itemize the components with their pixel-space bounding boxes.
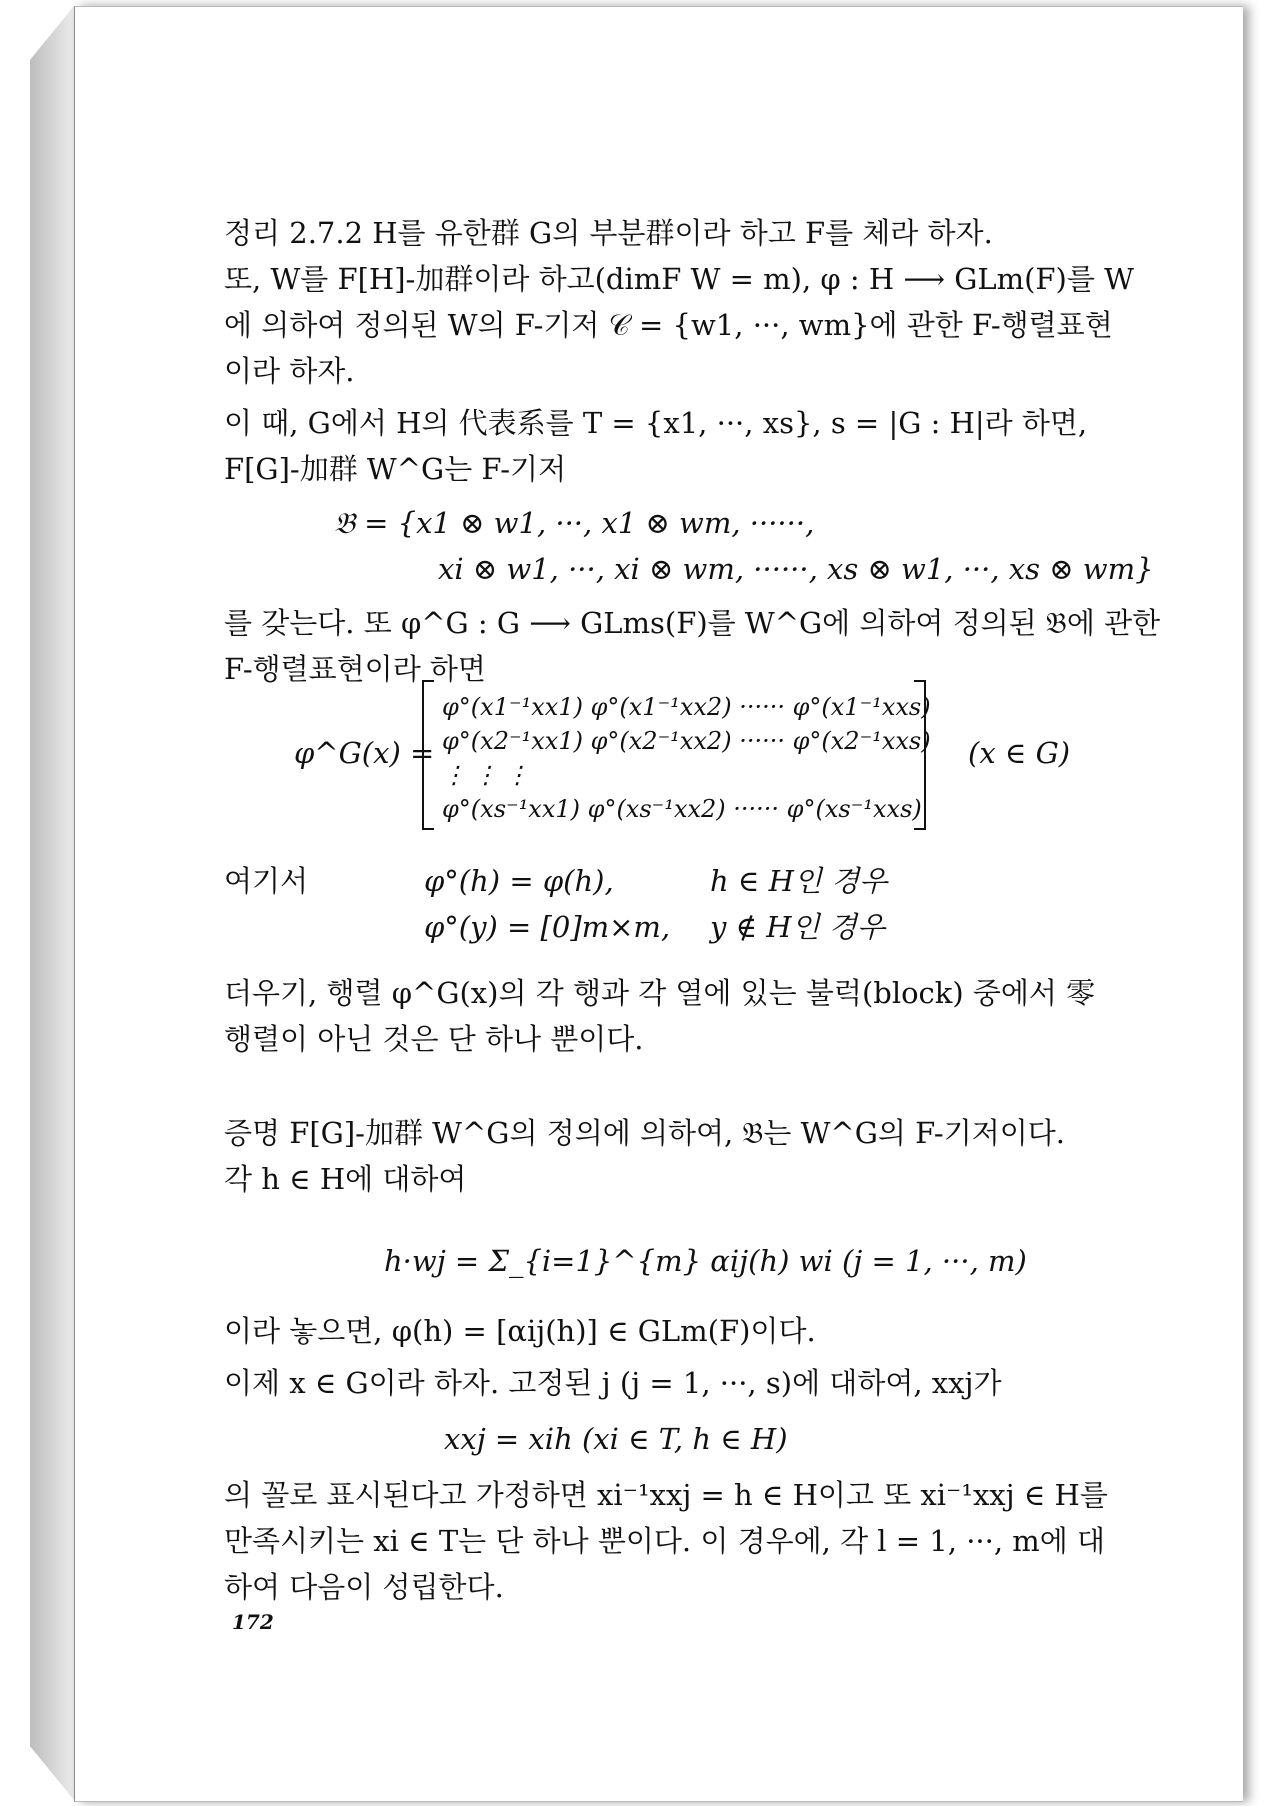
theorem-line-1: 정리 2.7.2 H를 유한群 G의 부분群이라 하고 F를 체라 하자.: [224, 216, 993, 250]
matrix-lhs: φ^G(x) =: [294, 736, 435, 770]
page-number: 172: [232, 1610, 274, 1634]
matrix-row: φ°(xs⁻¹xx1) φ°(xs⁻¹xx2) ······ φ°(xs⁻¹xxs): [442, 795, 922, 823]
def-phi-h-cond: h ∈ H인 경우: [710, 864, 888, 898]
theorem-line-4: 이라 하자.: [224, 354, 355, 388]
book-spine: [30, 6, 74, 1800]
proof-line-4: 이라 놓으면, φ(h) = [αij(h)] ∈ GLm(F)이다.: [224, 1314, 816, 1348]
representation-matrix: [422, 680, 931, 830]
matrix-condition: (x ∈ G): [968, 736, 1071, 770]
theorem-line-18: 더우기, 행렬 φ^G(x)의 각 행과 각 열에 있는 불럭(block) 중에서 零: [224, 976, 1096, 1010]
theorem-line-10: F-행렬표현이라 하면: [224, 652, 486, 686]
proof-line-9: 하여 다음이 성립한다.: [224, 1570, 504, 1604]
matrix-row: φ°(x1⁻¹xx1) φ°(x1⁻¹xx2) ······ φ°(x1⁻¹xxs): [442, 693, 931, 721]
proof-line-8: 만족시키는 xi ∈ T는 단 하나 뿐이다. 이 경우에, 각 l = 1, ···, m에 대: [224, 1524, 1106, 1558]
matrix-row: ⋮ ⋮ ⋮: [442, 761, 530, 789]
proof-line-2: 각 h ∈ H에 대하여: [224, 1162, 467, 1196]
proof-line-1: 증명 F[G]-加群 W^G의 정의에 의하여, 𝔅는 W^G의 F-기저이다.: [224, 1116, 1065, 1150]
matrix-row: φ°(x2⁻¹xx1) φ°(x2⁻¹xx2) ······ φ°(x2⁻¹xxs): [442, 727, 931, 755]
where-label: 여기서: [224, 864, 309, 898]
def-phi-y: φ°(y) = [0]m×m,: [424, 910, 671, 944]
theorem-line-9: 를 갖는다. 또 φ^G : G ⟶ GLms(F)를 W^G에 의하여 정의된 𝔅에 관한: [224, 606, 1161, 640]
proof-line-5: 이제 x ∈ G이라 하자. 고정된 j (j = 1, ···, s)에 대하여, xxj가: [224, 1366, 1002, 1400]
theorem-line-2: 또, W를 F[H]-加群이라 하고(dimF W = m), φ : H ⟶ GLm(F)를 W: [224, 262, 1134, 296]
basis-line-2: xi ⊗ w1, ···, xi ⊗ wm, ······, xs ⊗ w1, ···, xs ⊗ wm}: [438, 552, 1154, 586]
xxj-equation: xxj = xih (xi ∈ T, h ∈ H): [444, 1422, 788, 1456]
theorem-line-3: 에 의하여 정의된 W의 F-기저 𝒞 = {w1, ···, wm}에 관한 F-행렬표현: [224, 308, 1113, 342]
theorem-line-19: 행렬이 아닌 것은 단 하나 뿐이다.: [224, 1022, 644, 1056]
proof-line-7: 의 꼴로 표시된다고 가정하면 xi⁻¹xxj = h ∈ H이고 또 xi⁻¹xxj ∈ H를: [224, 1478, 1108, 1512]
basis-line-1: 𝔅 = {x1 ⊗ w1, ···, x1 ⊗ wm, ······,: [334, 506, 815, 540]
theorem-line-6: F[G]-加群 W^G는 F-기저: [224, 452, 567, 486]
theorem-line-5: 이 때, G에서 H의 代表系를 T = {x1, ···, xs}, s = |G : H|라 하면,: [224, 406, 1088, 440]
def-phi-y-cond: y ∉ H인 경우: [710, 910, 885, 944]
def-phi-h: φ°(h) = φ(h),: [424, 864, 614, 898]
sum-equation: h·wj = Σ_{i=1}^{m} αij(h) wi (j = 1, ···, m): [384, 1244, 1027, 1278]
